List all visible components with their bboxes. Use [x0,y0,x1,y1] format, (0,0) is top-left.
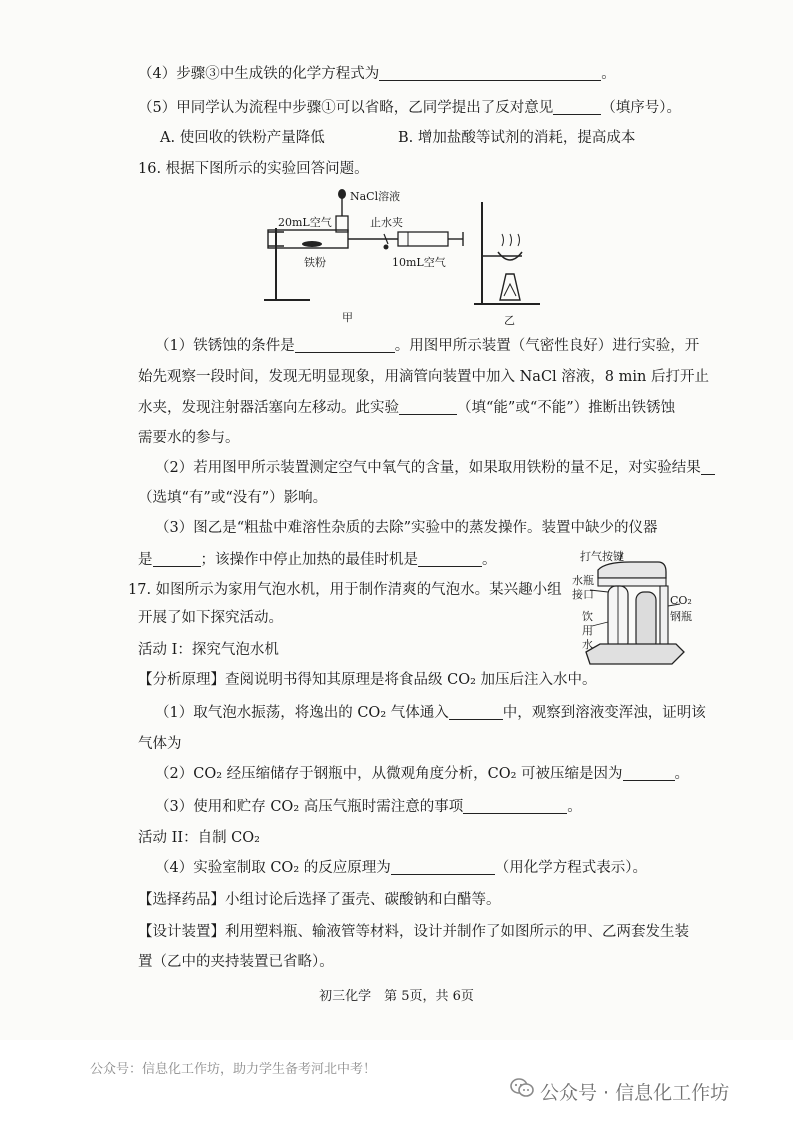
watermark-bar [0,1040,793,1122]
answer-blank [701,460,715,475]
label-20ml-air: 20mL空气 [278,216,332,229]
q17-part1-line2: 气体为 [138,736,182,752]
q16-part1-line2: 始先观察一段时间，发现无明显现象，用滴管向装置中加入 NaCl 溶液，8 min 后打开止 [138,369,709,385]
soda-machine-figure [560,548,700,670]
q15-part4 [138,64,616,84]
q16-part2-line2: （选填“有”或“没有”）影响。 [138,490,328,506]
q16-part2-line1 [155,458,715,478]
q17-part1-line1 [155,703,706,723]
q17-p1-text-b: 中，观察到溶液变浑浊，证明该 [502,705,706,721]
q17-stem-line1: 17. 如图所示为家用气泡水机，用于制作清爽的气泡水。某兴趣小组 [128,582,562,598]
q17-part2 [155,764,689,784]
label-bottle-port-2: 接口 [572,588,594,601]
q17-design-line2: 置（乙中的夹持装置已省略）。 [138,954,334,970]
q15-part5-text: （5）甲同学认为流程中步骤①可以省略，乙同学提出了反对意见 [138,100,554,116]
option-a: A. 使回收的铁粉产量降低 [160,130,325,146]
q16-part1-line1 [155,336,699,356]
q15-part4-text: （4）步骤③中生成铁的化学方程式为 [138,66,380,82]
q17-activity-1: 活动 I：探究气泡水机 [138,642,279,658]
label-nacl-solution: NaCl溶液 [350,190,401,203]
label-co2: CO₂ [670,594,692,607]
label-bottle-port-1: 水瓶 [572,574,594,587]
label-drink-2: 用 [582,624,593,637]
q16-part3-line1: （3）图乙是“粗盐中难溶性杂质的去除”实验中的蒸发操作。装置中缺少的仪器 [155,520,658,536]
q17-stem-line2: 开展了如下探究活动。 [138,610,283,626]
label-clamp: 止水夹 [370,216,403,229]
answer-blank [399,400,457,415]
q16-p1-text-e: （填“能”或“不能”）推断出铁锈蚀 [457,400,676,416]
apparatus-yi-figure [470,196,550,326]
label-drink-3: 水 [582,638,593,651]
page-footer: 初三化学 第 5页，共 6页 [319,989,474,1004]
q17-part4 [155,858,647,878]
q17-part3 [155,797,582,817]
q16-part1-line4: 需要水的参与。 [138,430,240,446]
answer-blank [553,100,601,115]
label-air-button: 打气按键 [580,550,624,563]
apparatus-jia-figure [258,188,468,323]
answer-blank [295,338,395,353]
wechat-icon [510,1077,534,1099]
q16-part1-line3 [138,398,675,418]
answer-blank [379,66,601,81]
q16-p1-text-a: （1）铁锈蚀的条件是 [155,338,295,354]
q17-activity-2: 活动 II：自制 CO₂ [138,830,260,846]
q16-stem: 16. 根据下图所示的实验回答问题。 [138,161,369,177]
answer-blank [391,860,495,875]
q17-choose-materials: 【选择药品】小组讨论后选择了蛋壳、碳酸钠和白醋等。 [138,892,501,908]
q17-p3-text-a: （3）使用和贮存 CO₂ 高压气瓶时需注意的事项 [155,799,464,815]
watermark-right-text: 公众号 · 信息化工作坊 [540,1082,730,1104]
q17-design-line1: 【设计装置】利用塑料瓶、输液管等材料，设计并制作了如图所示的甲、乙两套发生装 [138,924,689,940]
answer-blank [418,552,482,567]
q17-p2-text-a: （2）CO₂ 经压缩储存于钢瓶中，从微观角度分析，CO₂ 可被压缩是因为 [155,766,623,782]
answer-blank [449,705,503,720]
label-steel-bottle: 钢瓶 [670,610,692,623]
q17-p4-text-b: （用化学方程式表示）。 [494,860,647,876]
q17-p4-text-a: （4）实验室制取 CO₂ 的反应原理为 [155,860,391,876]
q16-p2-text-a: （2）若用图甲所示装置测定空气中氧气的含量，如果取用铁粉的量不足，对实验结果 [155,460,701,476]
answer-blank [623,766,675,781]
q17-analysis: 【分析原理】查阅说明书得知其原理是将食品级 CO₂ 加压后注入水中。 [138,672,597,688]
q17-p1-text-a: （1）取气泡水振荡，将逸出的 CO₂ 气体通入 [155,705,449,721]
label-10ml-air: 10mL空气 [392,256,446,269]
evaporation-drawing [470,196,550,326]
q15-part5 [138,98,681,118]
q16-p1-text-b: 。用图甲所示装置（气密性良好）进行实验，开 [394,338,700,354]
q16-p3-text-d: 。 [482,552,497,568]
label-iron-powder: 铁粉 [304,256,326,269]
q16-part3-line2 [138,550,497,570]
q17-p3-text-b: 。 [567,799,582,815]
q15-part4-end: 。 [601,66,616,82]
label-drink-1: 饮 [582,610,593,623]
answer-blank [463,799,567,814]
q15-part5-end: （填序号）。 [601,100,681,116]
option-b: B. 增加盐酸等试剂的消耗，提高成本 [398,130,636,146]
watermark-left-text: 公众号：信息化工作坊，助力学生备考河北中考！ [90,1062,377,1077]
caption-yi: 乙 [504,314,515,327]
q16-p3-text-b: 是 [138,552,153,568]
q16-p1-text-d: 水夹，发现注射器活塞向左移动。此实验 [138,400,399,416]
q16-p3-text-c: ；该操作中停止加热的最佳时机是 [200,552,418,568]
caption-jia: 甲 [342,311,353,324]
q17-p2-text-b: 。 [674,766,690,782]
answer-blank [153,552,201,567]
